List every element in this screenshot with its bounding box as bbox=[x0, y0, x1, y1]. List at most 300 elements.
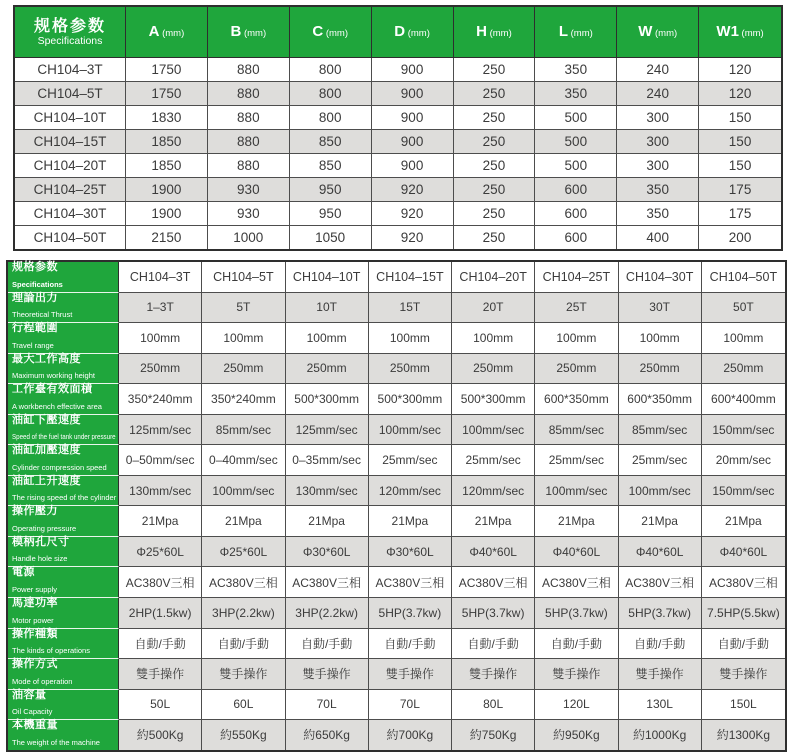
spec-label-en: Theoretical Thrust bbox=[12, 310, 73, 320]
value-cell: 70L bbox=[369, 690, 452, 721]
table-row bbox=[15, 82, 781, 106]
value-cell: Φ25*60L bbox=[202, 537, 285, 568]
column-letter: D bbox=[394, 23, 406, 40]
value-cell: 1–3T bbox=[119, 293, 202, 324]
column-letter: H bbox=[476, 23, 487, 40]
value-cell: 880 bbox=[208, 82, 290, 106]
model-cell: CH104–3T bbox=[15, 58, 126, 82]
value-cell: 250 bbox=[454, 82, 536, 106]
value-cell: 1900 bbox=[126, 178, 208, 202]
value-cell: 5HP(3.7kw) bbox=[452, 598, 535, 629]
value-cell: 400 bbox=[617, 226, 699, 249]
table-row bbox=[8, 476, 785, 507]
value-cell: 250 bbox=[454, 58, 536, 82]
model-cell: CH104–15T bbox=[15, 130, 126, 154]
value-cell: 2HP(1.5kw) bbox=[119, 598, 202, 629]
spec-label-zh: 最大工作高度 bbox=[12, 352, 81, 365]
value-cell: 250mm bbox=[619, 354, 702, 385]
value-cell: 自動/手動 bbox=[202, 629, 285, 660]
value-cell: 800 bbox=[290, 58, 372, 82]
value-cell: 250 bbox=[454, 154, 536, 178]
spec-label-zh: 油缸下壓速度 bbox=[12, 413, 81, 426]
value-cell: 0–40mm/sec bbox=[202, 445, 285, 476]
value-cell: 25T bbox=[535, 293, 618, 324]
value-cell: 250mm bbox=[369, 354, 452, 385]
column-letter: A bbox=[148, 23, 160, 40]
column-unit: (mm) bbox=[738, 28, 764, 39]
value-cell: 85mm/sec bbox=[535, 415, 618, 446]
value-cell: 50T bbox=[702, 293, 785, 324]
value-cell: 20mm/sec bbox=[702, 445, 785, 476]
value-cell: 120mm/sec bbox=[369, 476, 452, 507]
corner-title-zh: 规格参数 bbox=[12, 261, 58, 273]
column-unit: (mm) bbox=[159, 28, 185, 39]
spec-label-cell bbox=[8, 598, 119, 629]
value-cell: 250 bbox=[454, 178, 536, 202]
value-cell: 5HP(3.7kw) bbox=[369, 598, 452, 629]
value-cell: 930 bbox=[208, 178, 290, 202]
table-row bbox=[8, 323, 785, 354]
value-cell: 約1300Kg bbox=[702, 720, 785, 750]
column-header-c bbox=[290, 7, 372, 58]
value-cell: 約950Kg bbox=[535, 720, 618, 750]
spec-label-en: Maximum working height bbox=[12, 371, 95, 381]
value-cell: 900 bbox=[372, 106, 454, 130]
table-row bbox=[8, 567, 785, 598]
value-cell: 1830 bbox=[126, 106, 208, 130]
value-cell: 500*300mm bbox=[369, 384, 452, 415]
corner-title-en: Specifications bbox=[12, 279, 63, 289]
value-cell: 920 bbox=[372, 226, 454, 249]
table-row bbox=[8, 598, 785, 629]
column-letter: W bbox=[638, 23, 653, 40]
value-cell: 120 bbox=[699, 82, 781, 106]
value-cell: 175 bbox=[699, 202, 781, 226]
model-column-header: CH104–20T bbox=[452, 262, 535, 293]
spec-label-cell bbox=[8, 384, 119, 415]
spec-label-zh: 理論出力 bbox=[12, 291, 58, 304]
value-cell: 500 bbox=[535, 130, 617, 154]
value-cell: 約700Kg bbox=[369, 720, 452, 750]
value-cell: 約750Kg bbox=[452, 720, 535, 750]
model-column-header: CH104–50T bbox=[702, 262, 785, 293]
value-cell: 250mm bbox=[286, 354, 369, 385]
value-cell: 雙手操作 bbox=[369, 659, 452, 690]
model-cell: CH104–10T bbox=[15, 106, 126, 130]
dimensions-table-body bbox=[15, 58, 781, 249]
value-cell: 1850 bbox=[126, 154, 208, 178]
value-cell: 25mm/sec bbox=[369, 445, 452, 476]
table-row bbox=[8, 720, 785, 750]
value-cell: 自動/手動 bbox=[452, 629, 535, 660]
table-row bbox=[8, 293, 785, 324]
value-cell: 500 bbox=[535, 106, 617, 130]
value-cell: AC380V三相 bbox=[702, 567, 785, 598]
table-row bbox=[8, 690, 785, 721]
spec-label-zh: 操作種類 bbox=[12, 627, 58, 640]
dimensions-table bbox=[13, 5, 783, 251]
value-cell: 600 bbox=[535, 226, 617, 249]
value-cell: 130L bbox=[619, 690, 702, 721]
value-cell: 150mm/sec bbox=[702, 415, 785, 446]
spec-label-en: Travel range bbox=[12, 340, 54, 350]
value-cell: 雙手操作 bbox=[119, 659, 202, 690]
value-cell: 250mm bbox=[702, 354, 785, 385]
spec-label-cell bbox=[8, 629, 119, 660]
spec-label-cell bbox=[8, 415, 119, 446]
value-cell: 1050 bbox=[290, 226, 372, 249]
model-cell: CH104–20T bbox=[15, 154, 126, 178]
value-cell: 900 bbox=[372, 82, 454, 106]
value-cell: Φ25*60L bbox=[119, 537, 202, 568]
column-unit: (mm) bbox=[568, 28, 593, 39]
value-cell: 350 bbox=[535, 58, 617, 82]
value-cell: 自動/手動 bbox=[535, 629, 618, 660]
value-cell: AC380V三相 bbox=[369, 567, 452, 598]
column-letter: L bbox=[558, 23, 568, 40]
spec-label-zh: 工作臺有效面積 bbox=[12, 383, 93, 396]
column-letter: B bbox=[230, 23, 242, 40]
spec-label-en: Operating pressure bbox=[12, 523, 77, 533]
value-cell: 自動/手動 bbox=[369, 629, 452, 660]
value-cell: 880 bbox=[208, 154, 290, 178]
column-header-w1 bbox=[699, 7, 781, 58]
column-unit: (mm) bbox=[405, 28, 430, 39]
value-cell: 100mm bbox=[369, 323, 452, 354]
value-cell: 120mm/sec bbox=[452, 476, 535, 507]
spec-label-zh: 操作壓力 bbox=[12, 505, 58, 518]
spec-label-zh: 行程範圍 bbox=[12, 322, 58, 335]
value-cell: 200 bbox=[728, 230, 752, 245]
spec-label-en: Handle hole size bbox=[12, 554, 68, 564]
value-cell: 30T bbox=[619, 293, 702, 324]
value-cell: 100mm bbox=[286, 323, 369, 354]
table-row bbox=[8, 384, 785, 415]
value-cell: 100mm bbox=[452, 323, 535, 354]
value-cell: 自動/手動 bbox=[119, 629, 202, 660]
value-cell: 100mm/sec bbox=[202, 476, 285, 507]
value-cell: 7.5HP(5.5kw) bbox=[702, 598, 785, 629]
value-cell: 300 bbox=[617, 154, 699, 178]
column-header-l bbox=[535, 7, 617, 58]
value-cell: 130mm/sec bbox=[286, 476, 369, 507]
column-letter: W1 bbox=[716, 23, 739, 40]
column-header-d bbox=[372, 7, 454, 58]
spec-label-zh: 操作方式 bbox=[12, 658, 58, 671]
value-cell: AC380V三相 bbox=[452, 567, 535, 598]
value-cell: 10T bbox=[286, 293, 369, 324]
value-cell: 100mm/sec bbox=[619, 476, 702, 507]
value-cell: 70L bbox=[286, 690, 369, 721]
spec-header-corner bbox=[15, 7, 126, 58]
value-cell: 3HP(2.2kw) bbox=[286, 598, 369, 629]
spec-label-cell bbox=[8, 506, 119, 537]
table-row bbox=[8, 506, 785, 537]
value-cell: AC380V三相 bbox=[202, 567, 285, 598]
value-cell: 3HP(2.2kw) bbox=[202, 598, 285, 629]
value-cell: 600 bbox=[535, 202, 617, 226]
spec-label-cell bbox=[8, 720, 119, 750]
value-cell: 21Mpa bbox=[369, 506, 452, 537]
value-cell: 20T bbox=[452, 293, 535, 324]
value-cell: 250 bbox=[454, 226, 536, 249]
table-row bbox=[15, 58, 781, 82]
spec-label-zh: 馬達功率 bbox=[12, 597, 58, 610]
column-unit: (mm) bbox=[652, 28, 678, 39]
column-header-a bbox=[126, 7, 208, 58]
model-cell: CH104–5T bbox=[15, 82, 126, 106]
value-cell: 300 bbox=[617, 106, 699, 130]
value-cell: 25mm/sec bbox=[535, 445, 618, 476]
value-cell: 250mm bbox=[535, 354, 618, 385]
value-cell: 50L bbox=[119, 690, 202, 721]
spec-label-cell bbox=[8, 567, 119, 598]
value-cell: 500*300mm bbox=[286, 384, 369, 415]
column-letter: C bbox=[312, 23, 324, 40]
column-unit: (mm) bbox=[241, 28, 267, 39]
value-cell: 100mm bbox=[119, 323, 202, 354]
value-cell: 100mm/sec bbox=[369, 415, 452, 446]
value-cell: 自動/手動 bbox=[619, 629, 702, 660]
value-cell: 880 bbox=[208, 106, 290, 130]
model-cell: CH104–50T bbox=[15, 226, 126, 249]
value-cell: 850 bbox=[290, 154, 372, 178]
value-cell: 250mm bbox=[452, 354, 535, 385]
spec-label-cell bbox=[8, 690, 119, 721]
value-cell: 約550Kg bbox=[202, 720, 285, 750]
table-row bbox=[15, 154, 781, 178]
model-column-header: CH104–10T bbox=[286, 262, 369, 293]
value-cell: 880 bbox=[208, 130, 290, 154]
value-cell: 950 bbox=[290, 178, 372, 202]
value-cell: 600*350mm bbox=[619, 384, 702, 415]
value-cell: 350 bbox=[535, 82, 617, 106]
value-cell: 5HP(3.7kw) bbox=[619, 598, 702, 629]
spec-label-zh: 模柄孔尺寸 bbox=[12, 535, 70, 548]
value-cell: 85mm/sec bbox=[619, 415, 702, 446]
spec-label-en: The kinds of operations bbox=[12, 646, 90, 656]
value-cell: 1000 bbox=[208, 226, 290, 249]
value-cell: 120L bbox=[535, 690, 618, 721]
spec-label-cell bbox=[8, 537, 119, 568]
spec-label-en: Motor power bbox=[12, 615, 54, 625]
value-cell: Φ40*60L bbox=[702, 537, 785, 568]
value-cell: 21Mpa bbox=[119, 506, 202, 537]
value-cell: 100mm bbox=[702, 323, 785, 354]
value-cell: 自動/手動 bbox=[286, 629, 369, 660]
spec-label-cell bbox=[8, 659, 119, 690]
value-cell: 85mm/sec bbox=[202, 415, 285, 446]
value-cell: 1900 bbox=[126, 202, 208, 226]
column-header-w bbox=[617, 7, 699, 58]
value-cell: 250 bbox=[454, 202, 536, 226]
value-cell: 250mm bbox=[119, 354, 202, 385]
value-cell: 125mm/sec bbox=[119, 415, 202, 446]
value-cell: 60L bbox=[202, 690, 285, 721]
value-cell: 1750 bbox=[126, 58, 208, 82]
spec-label-cell bbox=[8, 354, 119, 385]
value-cell: AC380V三相 bbox=[119, 567, 202, 598]
specifications-table-body bbox=[8, 293, 785, 750]
spec-label-zh: 油容量 bbox=[12, 688, 47, 701]
value-cell: 100mm/sec bbox=[452, 415, 535, 446]
table-row bbox=[15, 130, 781, 154]
value-cell: 雙手操作 bbox=[452, 659, 535, 690]
value-cell: 雙手操作 bbox=[702, 659, 785, 690]
value-cell: 25mm/sec bbox=[619, 445, 702, 476]
value-cell: 350*240mm bbox=[202, 384, 285, 415]
spec-label-en: Oil Capacity bbox=[12, 707, 53, 717]
value-cell: 21Mpa bbox=[286, 506, 369, 537]
model-column-header: CH104–25T bbox=[535, 262, 618, 293]
spec-label-zh: 油缸加壓速度 bbox=[12, 444, 81, 457]
value-cell: 100mm bbox=[535, 323, 618, 354]
model-column-header: CH104–15T bbox=[369, 262, 452, 293]
header-row bbox=[15, 7, 781, 58]
value-cell: 21Mpa bbox=[619, 506, 702, 537]
value-cell: 約500Kg bbox=[119, 720, 202, 750]
value-cell: Φ40*60L bbox=[619, 537, 702, 568]
table-row bbox=[15, 202, 781, 226]
column-unit: (mm) bbox=[486, 28, 512, 39]
table-row bbox=[8, 659, 785, 690]
spec-header-corner bbox=[8, 262, 119, 293]
model-cell: CH104–30T bbox=[15, 202, 126, 226]
column-unit: (mm) bbox=[323, 28, 348, 39]
value-cell: 21Mpa bbox=[202, 506, 285, 537]
spec-label-en: Mode of operation bbox=[12, 676, 73, 686]
model-cell: CH104–25T bbox=[15, 178, 126, 202]
value-cell: 300 bbox=[617, 130, 699, 154]
value-cell: 350 bbox=[617, 202, 699, 226]
specifications-table-header bbox=[8, 262, 785, 293]
table-row bbox=[8, 445, 785, 476]
value-cell: 120 bbox=[699, 58, 781, 82]
value-cell: 600 bbox=[535, 178, 617, 202]
value-cell: 21Mpa bbox=[452, 506, 535, 537]
value-cell: AC380V三相 bbox=[535, 567, 618, 598]
value-cell: 150 bbox=[699, 154, 781, 178]
value-cell: 21Mpa bbox=[702, 506, 785, 537]
value-cell: 100mm/sec bbox=[535, 476, 618, 507]
spec-label-en: The weight of the machine bbox=[12, 737, 100, 747]
value-cell: 雙手操作 bbox=[535, 659, 618, 690]
value-cell: 250 bbox=[454, 130, 536, 154]
value-cell: 350*240mm bbox=[119, 384, 202, 415]
value-cell: 900 bbox=[372, 58, 454, 82]
value-cell: 約1000Kg bbox=[619, 720, 702, 750]
table-row bbox=[15, 106, 781, 130]
spec-label-en: Speed of the fuel tank under pressure bbox=[12, 432, 116, 442]
table-row bbox=[8, 354, 785, 385]
value-cell: 800 bbox=[290, 82, 372, 106]
value-cell: Φ40*60L bbox=[535, 537, 618, 568]
value-cell: AC380V三相 bbox=[286, 567, 369, 598]
model-column-header: CH104–3T bbox=[119, 262, 202, 293]
spec-label-zh: 油缸上升速度 bbox=[12, 474, 81, 487]
value-cell: 150 bbox=[699, 106, 781, 130]
value-cell: 80L bbox=[452, 690, 535, 721]
value-cell: 920 bbox=[372, 178, 454, 202]
value-cell: 920 bbox=[372, 202, 454, 226]
model-column-header: CH104–5T bbox=[202, 262, 285, 293]
spec-label-en: The rising speed of the cylinder bbox=[12, 493, 117, 503]
value-cell: 150 bbox=[699, 130, 781, 154]
value-cell: 930 bbox=[208, 202, 290, 226]
value-cell: 600*400mm bbox=[702, 384, 785, 415]
table-row bbox=[8, 537, 785, 568]
value-cell: 21Mpa bbox=[535, 506, 618, 537]
spec-label-en: A workbench effective area bbox=[12, 401, 102, 411]
value-cell: 130mm/sec bbox=[119, 476, 202, 507]
value-cell: 100mm bbox=[202, 323, 285, 354]
value-cell: 880 bbox=[208, 58, 290, 82]
value-cell: 350 bbox=[617, 178, 699, 202]
value-cell: 雙手操作 bbox=[619, 659, 702, 690]
specifications-table bbox=[6, 260, 787, 752]
value-cell: 25mm/sec bbox=[452, 445, 535, 476]
value-cell: 850 bbox=[290, 130, 372, 154]
column-header-b bbox=[208, 7, 290, 58]
value-cell: 500 bbox=[535, 154, 617, 178]
table-row bbox=[8, 629, 785, 660]
value-cell: 1850 bbox=[126, 130, 208, 154]
spec-label-cell bbox=[8, 323, 119, 354]
value-cell: 125mm/sec bbox=[286, 415, 369, 446]
value-cell: Φ40*60L bbox=[452, 537, 535, 568]
spec-label-zh: 電源 bbox=[12, 566, 35, 579]
value-cell: 250 bbox=[454, 106, 536, 130]
model-column-header: CH104–30T bbox=[619, 262, 702, 293]
value-cell: 600*350mm bbox=[535, 384, 618, 415]
corner-title-en: Specifications bbox=[37, 34, 103, 47]
value-cell: 900 bbox=[372, 154, 454, 178]
corner-title-zh: 规格参数 bbox=[33, 17, 106, 35]
value-cell: 0–35mm/sec bbox=[286, 445, 369, 476]
spec-label-cell bbox=[8, 476, 119, 507]
spec-label-zh: 本機重量 bbox=[12, 719, 58, 732]
spec-label-cell bbox=[8, 445, 119, 476]
value-cell: 約650Kg bbox=[286, 720, 369, 750]
value-cell: 500*300mm bbox=[452, 384, 535, 415]
value-cell: 15T bbox=[369, 293, 452, 324]
value-cell: AC380V三相 bbox=[619, 567, 702, 598]
value-cell: 雙手操作 bbox=[202, 659, 285, 690]
column-header-h bbox=[454, 7, 536, 58]
spec-label-cell bbox=[8, 293, 119, 324]
value-cell: 150L bbox=[702, 690, 785, 721]
value-cell: 950 bbox=[290, 202, 372, 226]
value-cell: 900 bbox=[372, 130, 454, 154]
table-row bbox=[15, 226, 781, 249]
dimensions-table-header bbox=[15, 7, 781, 58]
value-cell: 5HP(3.7kw) bbox=[535, 598, 618, 629]
value-cell: 100mm bbox=[619, 323, 702, 354]
value-cell: 1750 bbox=[126, 82, 208, 106]
value-cell: 5T bbox=[202, 293, 285, 324]
value-cell: 自動/手動 bbox=[702, 629, 785, 660]
table-row bbox=[15, 178, 781, 202]
value-cell: Φ30*60L bbox=[286, 537, 369, 568]
spec-label-en: Cylinder compression speed bbox=[12, 462, 107, 472]
value-cell: Φ30*60L bbox=[369, 537, 452, 568]
value-cell: 2150 bbox=[126, 226, 208, 249]
value-cell: 雙手操作 bbox=[286, 659, 369, 690]
value-cell: 240 bbox=[617, 82, 699, 106]
header-row bbox=[8, 262, 785, 293]
value-cell: 175 bbox=[699, 178, 781, 202]
value-cell: 250mm bbox=[202, 354, 285, 385]
